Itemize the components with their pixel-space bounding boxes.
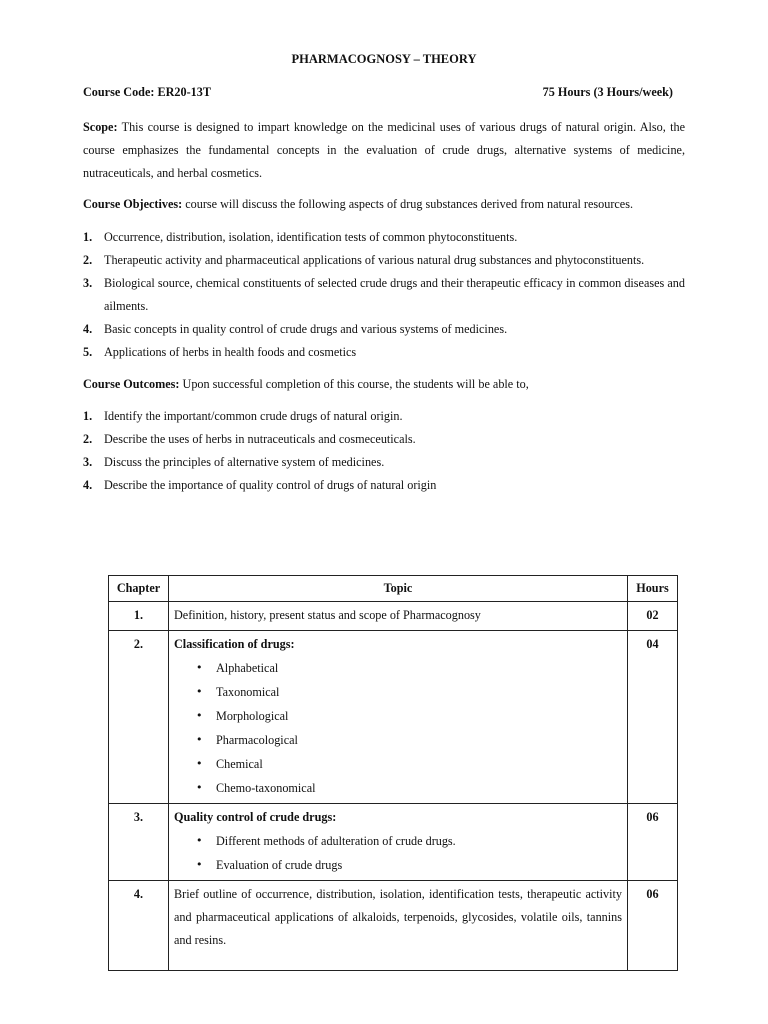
objective-item [83, 318, 685, 341]
objective-number: 3. [83, 276, 93, 290]
outcome-number: 2. [83, 432, 93, 446]
outcomes-label: Course Outcomes: [83, 377, 180, 391]
outcome-item [83, 474, 685, 497]
hours-value: 06 [628, 881, 678, 971]
objective-number: 1. [83, 230, 93, 244]
topic-bullet-list [174, 656, 622, 800]
course-code-line [83, 85, 673, 100]
objective-text: Therapeutic activity and pharmaceutical applications of various natural drug substances and phytoconstituents. [104, 253, 645, 267]
topic-heading: Quality control of crude drugs: [174, 810, 337, 824]
objective-item [83, 226, 685, 249]
hours-value: 06 [628, 804, 678, 881]
hours-value: 04 [628, 631, 678, 804]
outcome-number: 3. [83, 455, 93, 469]
objective-text: Biological source, chemical constituents of selected crude drugs and their therapeutic efficacy in common diseases and ailments. [104, 276, 685, 313]
outcome-text: Identify the important/common crude drugs of natural origin. [104, 409, 403, 423]
course-code: Course Code: ER20-13T [83, 85, 211, 99]
list-item: • Pharmacological [174, 728, 622, 752]
topic-heading: Classification of drugs: [174, 637, 295, 651]
chapter-number: 1. [109, 602, 169, 631]
outcome-item [83, 428, 685, 451]
outcome-text: Describe the importance of quality control of drugs of natural origin [104, 478, 437, 492]
list-item: • Chemo-taxonomical [174, 776, 622, 800]
outcomes-list [83, 405, 685, 497]
chapter-number: 2. [109, 631, 169, 804]
objective-number: 4. [83, 322, 93, 336]
header-hours: Hours [628, 576, 678, 602]
table-row [109, 881, 678, 971]
scope-text: This course is designed to impart knowledge on the medicinal uses of various drugs of natural origin. Also, the course emphasizes the fundamental concepts in the evaluation of crude drugs, alternative systems of medicine, nutraceuticals, and herbal cosmetics. [83, 120, 685, 180]
table-header-row [109, 576, 678, 602]
table-row [109, 804, 678, 881]
objectives-label: Course Objectives: [83, 197, 183, 211]
outcome-item [83, 451, 685, 474]
objective-item [83, 341, 685, 364]
objective-text: Basic concepts in quality control of crude drugs and various systems of medicines. [104, 322, 508, 336]
header-topic: Topic [169, 576, 628, 602]
topic-text: Definition, history, present status and scope of Pharmacognosy [169, 602, 628, 631]
objective-text: Applications of herbs in health foods and cosmetics [104, 345, 357, 359]
header-chapter: Chapter [109, 576, 169, 602]
list-item: • Morphological [174, 704, 622, 728]
list-item: • Evaluation of crude drugs [174, 853, 622, 877]
topic-text: Brief outline of occurrence, distribution, isolation, identification tests, therapeutic activity and pharmaceutical applications of alkaloids, terpenoids, glycosides, volatile oils, tannins and resins. [169, 881, 628, 971]
list-item: • Chemical [174, 752, 622, 776]
outcome-text: Describe the uses of herbs in nutraceuticals and cosmeceuticals. [104, 432, 416, 446]
list-item: • Alphabetical [174, 656, 622, 680]
outcome-item [83, 405, 685, 428]
table-row [109, 631, 678, 804]
outcome-text: Discuss the principles of alternative system of medicines. [104, 455, 385, 469]
objectives-paragraph [83, 193, 685, 216]
objective-item [83, 249, 685, 272]
hours-value: 02 [628, 602, 678, 631]
objective-text: Occurrence, distribution, isolation, identification tests of common phytoconstituents. [104, 230, 518, 244]
objective-number: 2. [83, 253, 93, 267]
chapter-number: 3. [109, 804, 169, 881]
list-item: • Taxonomical [174, 680, 622, 704]
scope-paragraph [83, 116, 685, 185]
course-hours: 75 Hours (3 Hours/week) [542, 85, 673, 99]
list-item: • Different methods of adulteration of crude drugs. [174, 829, 622, 853]
page-title: PHARMACOGNOSY – THEORY [291, 52, 477, 66]
objective-number: 5. [83, 345, 93, 359]
objectives-text: course will discuss the following aspects of drug substances derived from natural resources. [182, 197, 633, 211]
objectives-list [83, 226, 685, 364]
outcome-number: 4. [83, 478, 93, 492]
chapter-number: 4. [109, 881, 169, 971]
syllabus-table [108, 575, 678, 971]
scope-label: Scope: [83, 120, 118, 134]
table-row [109, 602, 678, 631]
topic-cell [169, 631, 628, 804]
outcomes-text: Upon successful completion of this course, the students will be able to, [179, 377, 529, 391]
outcome-number: 1. [83, 409, 93, 423]
topic-bullet-list [174, 829, 622, 877]
outcomes-paragraph [83, 373, 685, 396]
objective-item [83, 272, 685, 318]
topic-cell [169, 804, 628, 881]
